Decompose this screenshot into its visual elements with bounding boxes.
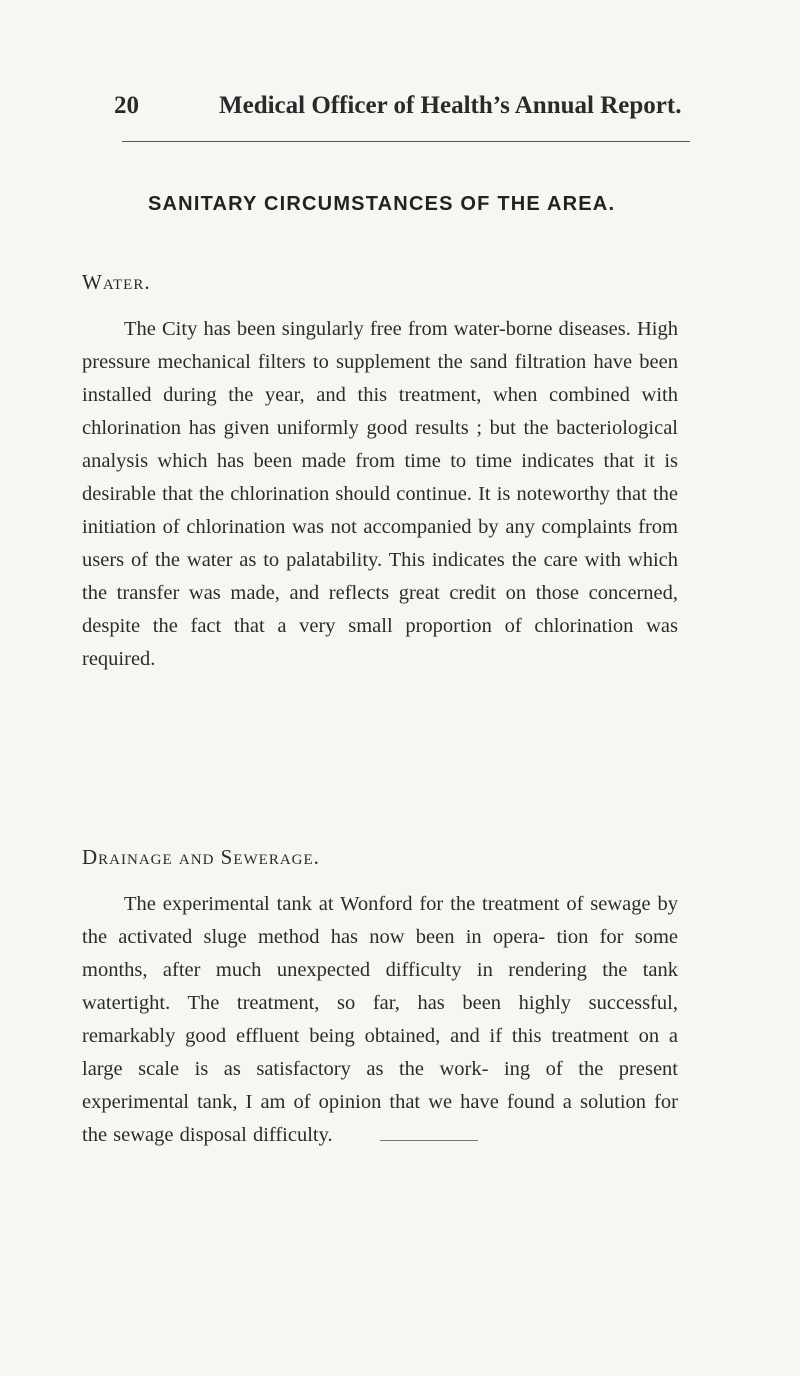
header-rule <box>122 141 690 142</box>
running-header <box>114 92 684 120</box>
water-heading: Water. <box>82 270 151 294</box>
section-title: SANITARY CIRCUMSTANCES OF THE AREA. <box>148 193 616 215</box>
page-number: 20 <box>114 92 139 119</box>
running-title: Medical Officer of Health’s Annual Report. <box>219 92 682 119</box>
drainage-heading: Drainage and Sewerage. <box>82 845 320 869</box>
end-rule <box>380 1140 478 1141</box>
water-paragraph: The City has been singularly free from water-borne diseases. High pressure mechanical filters to supplement the sand filtration have been installed during the year, and this treatment, when combined with chlorination has given uniformly good results ; but the bacteriological analysis which has been made from time to time indicates that it is desirable that the chlorination should continue. It is noteworthy that the initiation of chlorination was not accompanied by any complaints from users of the water as to palatability. This indicates the care with which the transfer was made, and reflects great credit on those concerned, despite the fact that a very small proportion of chlorination was required. <box>82 318 678 670</box>
drainage-paragraph: The experimental tank at Wonford for the treatment of sewage by the activated sluge method has now been in opera- tion for some months, after much unexpected difficulty in rendering the tank watertight. The treatment, so far, has been highly successful, remarkably good effluent being obtained, and if this treatment on a large scale is as satisfactory as the work- ing of the present experimental tank, I am of opinion that we have found a solution for the sewage disposal difficulty. <box>82 893 678 1146</box>
